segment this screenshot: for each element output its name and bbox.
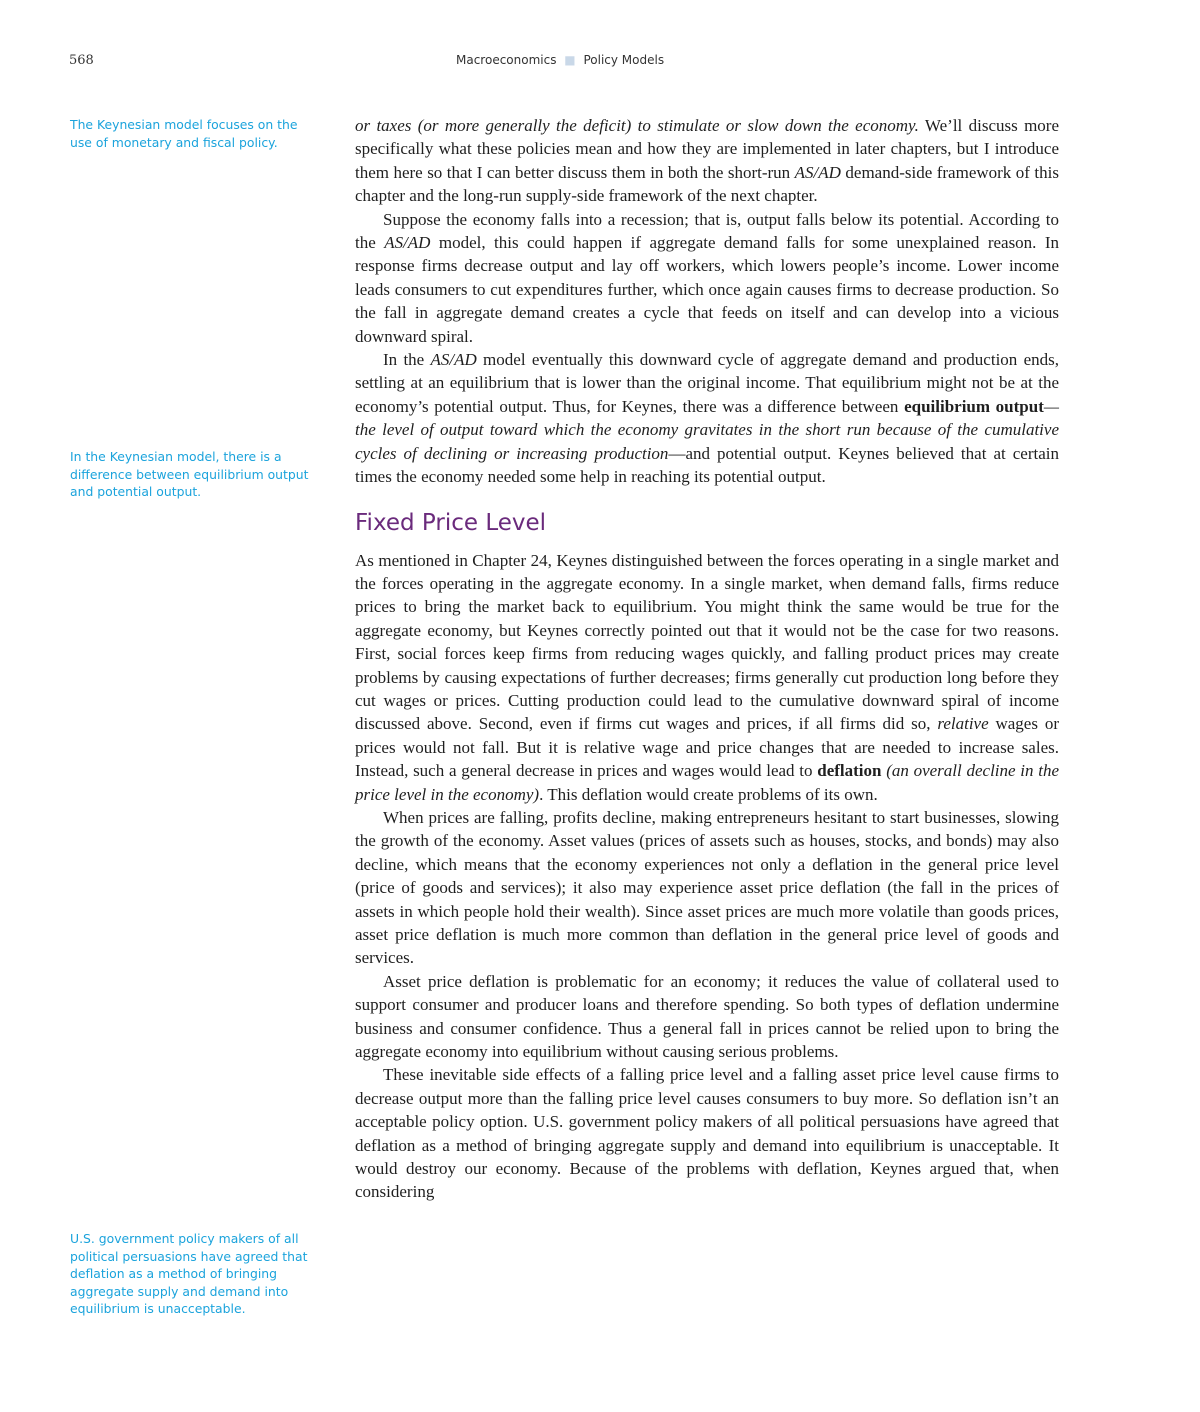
asad-term: AS/AD bbox=[794, 162, 841, 182]
key-term-deflation: deflation bbox=[817, 761, 882, 781]
definition-deflation: (an overall decline in the price level in the economy) bbox=[355, 761, 1060, 804]
relative-term: relative bbox=[937, 714, 989, 734]
page-header bbox=[0, 52, 1200, 72]
paragraph-1: or taxes (or more generally the deficit) to stimulate or slow down the economy. We’ll discuss more specifically what these policies mean and how they are implemented in later chapters, but I introduce them here so that I can better discuss them in both the short-run AS/AD demand-side framework of this chapter and the long-run supply-side framework of the next chapter. bbox=[355, 116, 1059, 206]
continued-italic-text: or taxes (or more generally the deficit) to stimulate or slow down the economy. bbox=[355, 116, 919, 135]
margin-note-deflation: U.S. government policy makers of all political persuasions have agreed that deflation as a method of bringing aggregate supply and demand into equilibrium is unacceptable. bbox=[70, 1231, 308, 1316]
paragraph-3: In the AS/AD model eventually this downward cycle of aggregate demand and production ends, settling at an equilibrium that is lower than the original income. That equilibrium might not be at the economy’s potential output. Thus, for Keynes, there was a difference between equilibrium output—the level of output toward which the economy gravitates in the short run because of the cumulative cycles of declining or increasing production—and potential output. Keynes believed that at certain times the economy needed some help in reaching its potential output. bbox=[355, 350, 1060, 487]
paragraph-6: Asset price deflation is problematic for an economy; it reduces the value of collateral used to support consumer and producer loans and therefore spending. So both types of deflation undermine business and consumer confidence. Thus a general fall in prices cannot be relied upon to bring the aggregate economy into equilibrium without causing serious problems. bbox=[355, 971, 1059, 1062]
key-term-equilibrium-output: equilibrium output bbox=[904, 396, 1044, 416]
paragraph-7: These inevitable side effects of a falling price level and a falling asset price level cause firms to decrease output more than the falling price level causes consumers to buy more. So deflation isn’t an acceptable policy option. U.S. government policy makers of all political persuasions have agreed that deflation as a method of bringing aggregate supply and demand into equilibrium is unacceptable. It would destroy our economy. Because of the problems with deflation, Keynes argued that, when considering bbox=[355, 1065, 1059, 1202]
main-text bbox=[355, 114, 1059, 1204]
running-head-chapter: Policy Models bbox=[583, 53, 665, 67]
running-head-separator-icon: ■ bbox=[564, 53, 576, 67]
definition-equilibrium-output: —the level of output toward which the economy gravitates in the short run because of the cumulative cycles of declining or increasing production bbox=[355, 396, 1059, 463]
margin-note-equilibrium-output: In the Keynesian model, there is a difference between equilibrium output and potential output. bbox=[70, 449, 309, 499]
paragraph-5: When prices are falling, profits decline, making entrepreneurs hesitant to start businesses, slowing the growth of the economy. Asset values (prices of assets such as houses, stocks, and bonds) may also decline, which means that the economy experiences not only a deflation in the general price level (price of goods and services); it also may experience asset price deflation (the fall in the prices of assets in which people hold their wealth). Since asset prices are much more volatile than goods prices, asset price deflation is much more common than deflation in the general price level of goods and services. bbox=[355, 807, 1059, 968]
running-head-part: Macroeconomics bbox=[456, 53, 557, 67]
running-head bbox=[456, 53, 664, 67]
asad-term: AS/AD bbox=[384, 233, 431, 253]
asad-term: AS/AD bbox=[430, 350, 477, 370]
page-number: 568 bbox=[69, 53, 94, 68]
section-heading: Fixed Price Level bbox=[355, 509, 547, 536]
margin-note-keynesian-policy: The Keynesian model focuses on the use of monetary and fiscal policy. bbox=[70, 117, 298, 150]
paragraph-4: As mentioned in Chapter 24, Keynes distinguished between the forces operating in a single market and the forces operating in the aggregate economy. In a single market, when demand falls, firms reduce prices to bring the market back to equilibrium. You might think the same would be true for the aggregate economy, but Keynes correctly pointed out that it would not be the case for two reasons. First, social forces keep firms from reducing wages quickly, and falling product prices may create problems by causing expectations of further decreases; firms generally cut production long before they cut wages or prices. Cutting production could lead to the cumulative downward spiral of income discussed above. Second, even if firms cut wages and prices, if all firms did so, relative wages or prices would not fall. But it is relative wage and price changes that are needed to increase sales. Instead, such a general decrease in prices and wages would lead to deflation (an overall decline in the price level in the economy). This deflation would create problems of its own. bbox=[355, 550, 1060, 804]
paragraph-2: Suppose the economy falls into a recession; that is, output falls below its potential. According to the AS/AD model, this could happen if aggregate demand falls for some unexplained reason. In response firms decrease output and lay off workers, which lowers people’s income. Lower income leads consumers to cut expenditures further, which once again causes firms to decrease production. So the fall in aggregate demand creates a cycle that feeds on itself and can develop into a vicious downward spiral. bbox=[355, 209, 1059, 346]
